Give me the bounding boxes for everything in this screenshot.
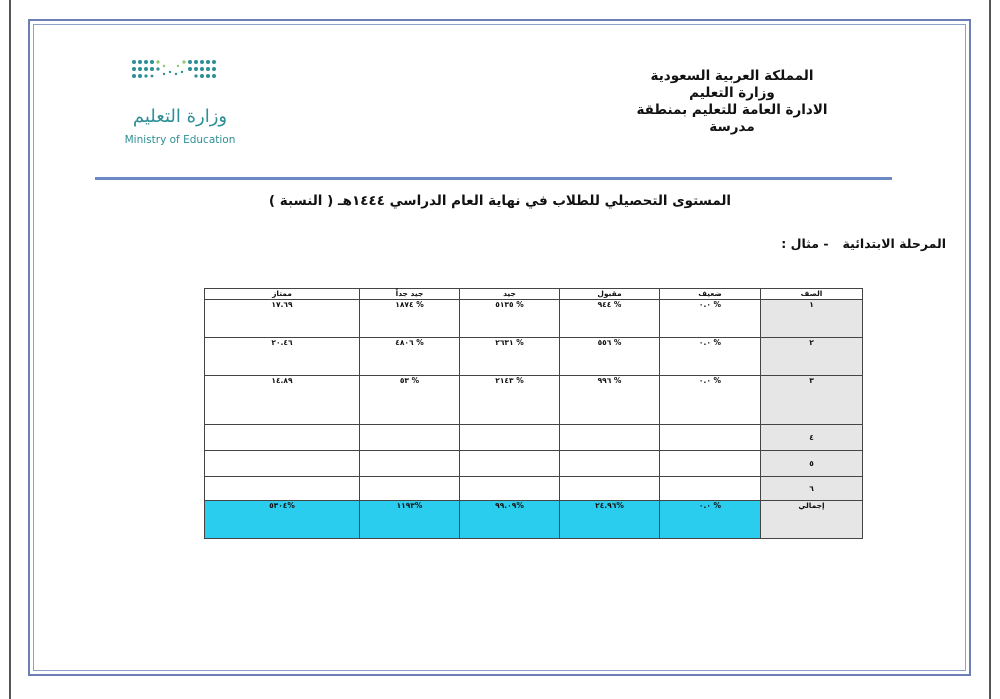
page-edge-left [9,0,11,699]
page-edge-right [989,0,991,699]
table-cell: % ٠.٠ [660,376,761,425]
table-header-row [205,289,863,300]
table-cell: ٢٠.٤٦ [205,338,360,376]
table-cell [460,477,560,501]
table-cell: % ٩٤٤ [560,300,660,338]
table-total-row [205,501,863,539]
table-cell: % ٤٨٠٦ [360,338,460,376]
table-cell: % ٥١٣٥ [460,300,560,338]
stage-line [781,236,946,251]
logo-english-text: Ministry of Education [124,134,236,146]
logo-arabic-text: وزارة التعليم [132,106,228,127]
header-line-country: المملكة العربية السعودية [650,68,814,84]
header-very-good: جيد جداً [360,289,460,300]
ministry-header [602,68,862,136]
table-cell [560,477,660,501]
table-row [205,451,863,477]
stage-example: - مثال : [781,236,829,251]
table-cell [460,425,560,451]
header-divider [95,177,892,180]
table-cell: % ٠.٠ [660,338,761,376]
grade-cell: ٥ [761,451,863,477]
header-acceptable: مقبول [560,289,660,300]
table-cell [660,451,761,477]
grade-cell: ٦ [761,477,863,501]
header-good: جيد [460,289,560,300]
header-excellent: ممتاز [205,289,360,300]
header-line-ministry: وزارة التعليم [689,85,775,101]
total-cell: % ٠.٠ [660,501,761,539]
table-row [205,300,863,338]
grade-cell: ٤ [761,425,863,451]
header-line-directorate: الادارة العامة للتعليم بمنطقة [636,102,828,118]
table-cell: % ٢١٤٣ [460,376,560,425]
table-cell [660,477,761,501]
header-weak: ضعيف [660,289,761,300]
table-row [205,477,863,501]
table-cell [205,477,360,501]
total-cell: %٢٤.٩٦ [560,501,660,539]
ministry-logo [110,56,250,151]
total-cell: %١١٩٣ [360,501,460,539]
table-cell: % ٩٩٦ [560,376,660,425]
table-cell [560,425,660,451]
table-cell [460,451,560,477]
table-cell [360,451,460,477]
table-row [205,338,863,376]
table-cell [560,451,660,477]
grades-table [204,288,863,539]
table-cell [660,425,761,451]
table-row [205,425,863,451]
stage-label: المرحلة الابتدائية [842,236,946,251]
table-cell: % ٢٦٣١ [460,338,560,376]
document-title: المستوى التحصيلي للطلاب في نهاية العام الدراسي ١٤٤٤هـ ( النسبة ) [268,193,732,209]
table-cell [360,477,460,501]
dots-logo-icon [130,56,230,92]
total-cell: %٩٩.٠٩ [460,501,560,539]
header-grade: الصف [761,289,863,300]
table-cell [360,425,460,451]
table-cell: % ٠.٠ [660,300,761,338]
table-cell: % ٥٣ [360,376,460,425]
total-cell: %٥٣٠٤ [205,501,360,539]
grade-cell: ٢ [761,338,863,376]
table-cell: % ٥٥٦ [560,338,660,376]
table-cell: ١٤.٨٩ [205,376,360,425]
table-cell: ١٧.٦٩ [205,300,360,338]
total-label-cell: إجمالي [761,501,863,539]
table-cell [205,425,360,451]
table-cell [205,451,360,477]
grade-cell: ٣ [761,376,863,425]
table-cell: % ١٨٧٤ [360,300,460,338]
table-row [205,376,863,425]
header-line-school: مدرسة [709,119,755,135]
grade-cell: ١ [761,300,863,338]
